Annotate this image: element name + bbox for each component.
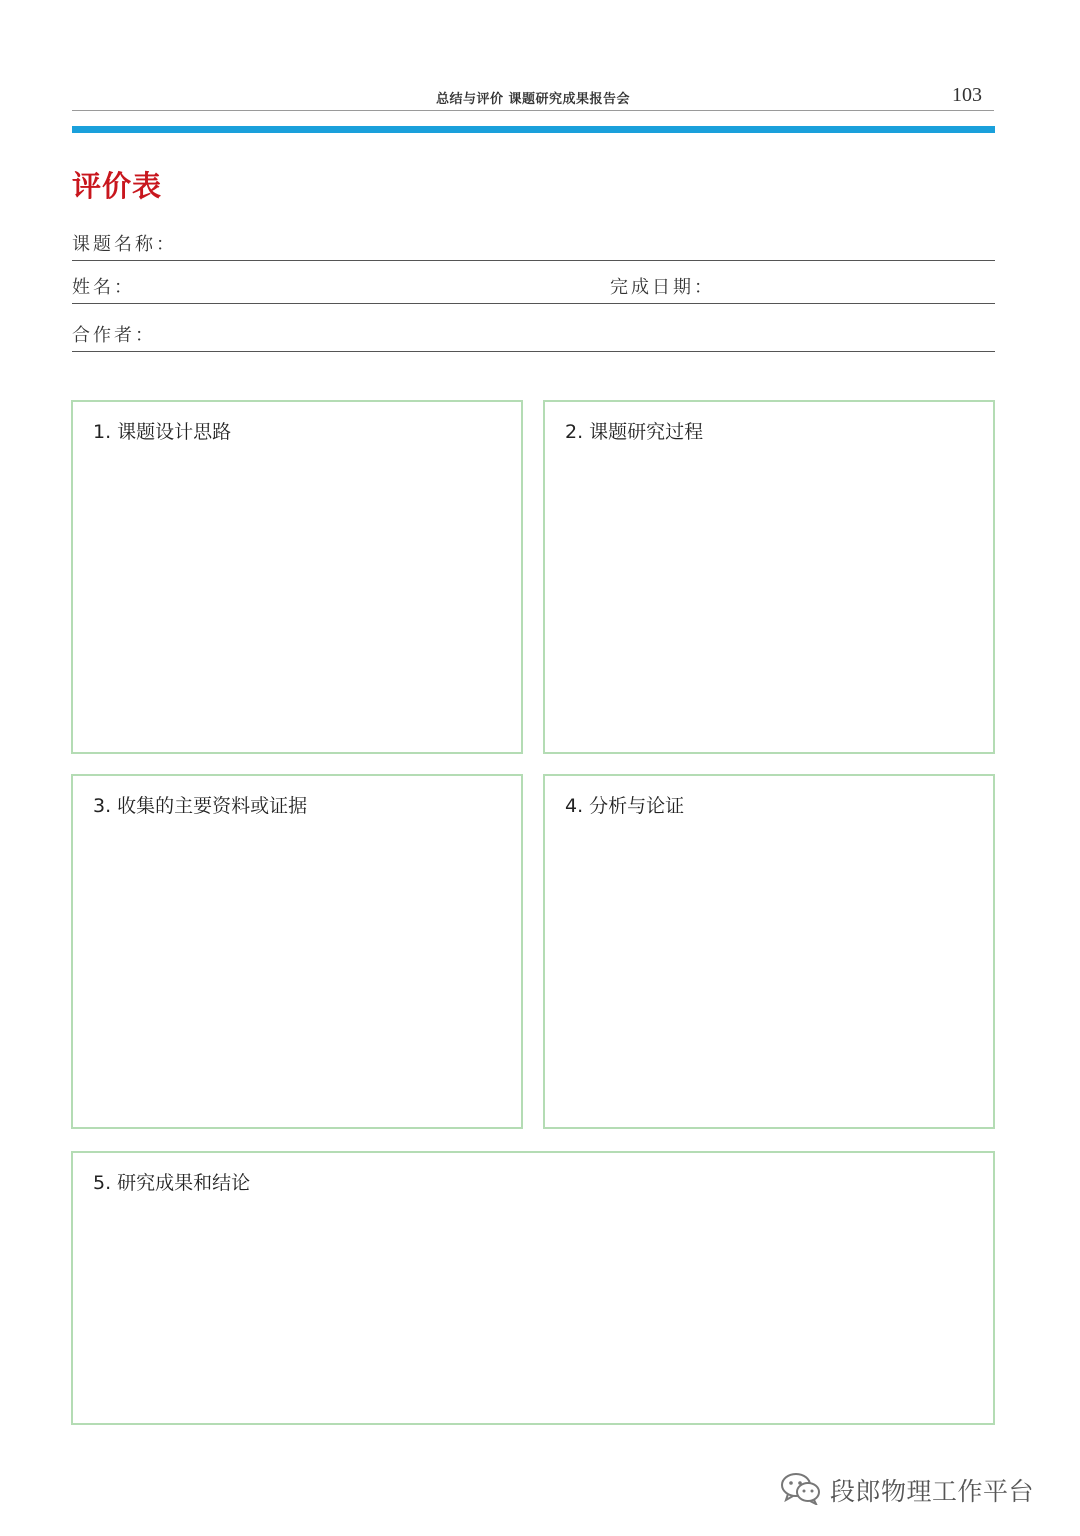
research-process-box[interactable] — [543, 400, 995, 754]
design-idea-title: 1. 课题设计思路 — [93, 421, 232, 443]
page-title: 评价表 — [72, 169, 163, 203]
page-number: 103 — [952, 84, 982, 106]
name-date-field[interactable] — [72, 273, 995, 304]
section-title: 总结与评价 课题研究成果报告会 — [435, 92, 631, 107]
topic-name-label: 课题名称： — [72, 234, 177, 255]
collaborator-label: 合作者： — [72, 325, 156, 346]
design-idea-box[interactable] — [71, 400, 523, 754]
watermark — [780, 1472, 1034, 1508]
conclusion-box[interactable] — [71, 1151, 995, 1425]
conclusion-title: 5. 研究成果和结论 — [93, 1172, 251, 1194]
completion-date-label: 完成日期： — [610, 277, 715, 298]
name-label: 姓名： — [72, 277, 135, 298]
evidence-title: 3. 收集的主要资料或证据 — [93, 795, 308, 817]
analysis-box[interactable] — [543, 774, 995, 1129]
accent-bar — [72, 126, 995, 133]
wechat-icon — [780, 1471, 822, 1509]
topic-name-field[interactable] — [72, 230, 995, 261]
research-process-title: 2. 课题研究过程 — [565, 421, 704, 443]
watermark-text: 段郎物理工作平台 — [830, 1477, 1035, 1506]
collaborator-field[interactable] — [72, 321, 995, 352]
evidence-box[interactable] — [71, 774, 523, 1129]
analysis-title: 4. 分析与论证 — [565, 795, 685, 817]
running-header — [72, 80, 994, 111]
